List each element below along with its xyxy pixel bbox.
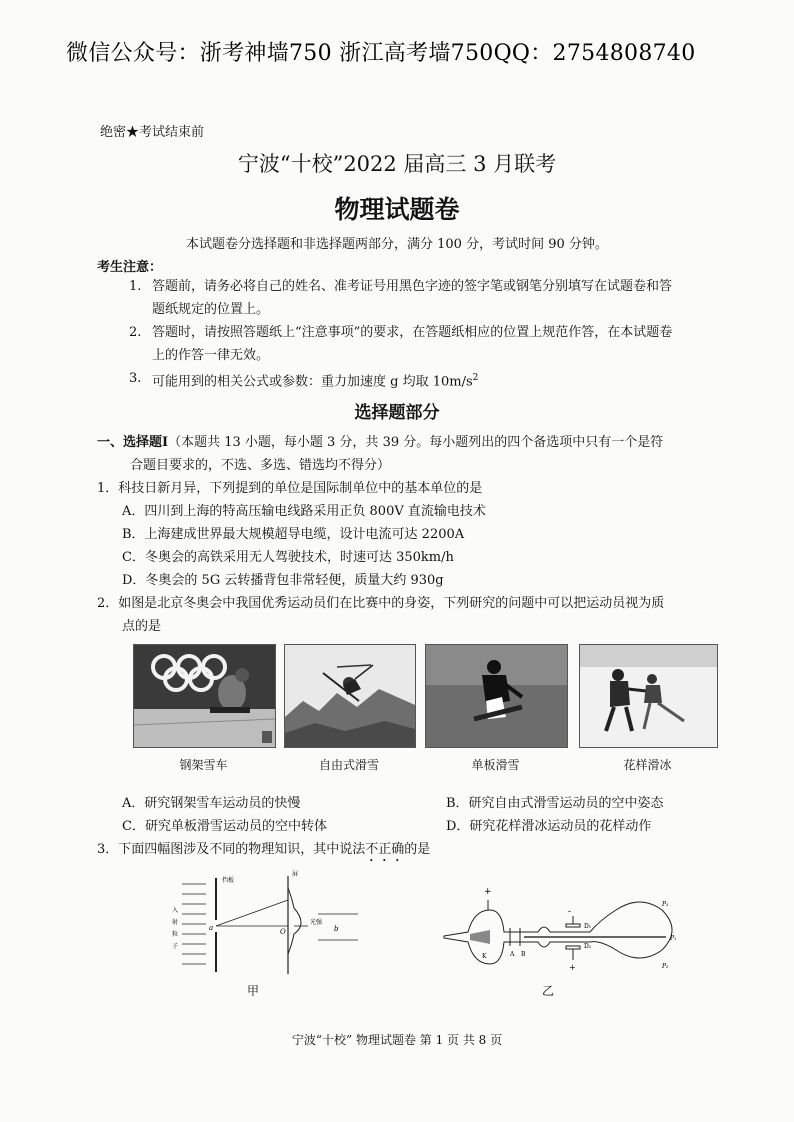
q3-stem: 3．下面四幅图涉及不同的物理知识，其中说法不正确的是	[97, 842, 431, 857]
notice-heading: 考生注意：	[97, 260, 163, 275]
notice-2-number: 2.	[129, 325, 142, 340]
q2-option-d: D．研究花样滑冰运动员的花样动作	[446, 819, 652, 834]
label-particle-1: 入	[172, 907, 179, 914]
label-a: a	[209, 924, 214, 932]
part1-desc-line-1: （本题共 13 小题，每小题 3 分，共 39 分。每小题列出的四个备选项中只有一个是符	[168, 435, 664, 450]
photo-figure-skating	[579, 644, 718, 748]
label-minus: -	[568, 907, 572, 917]
label-b: b	[334, 925, 339, 933]
exponent: 2	[472, 373, 479, 383]
q1-stem: 1．科技日新月异，下列提到的单位是国际制单位中的基本单位的是	[97, 481, 483, 496]
q2-stem-line-2: 点的是	[122, 619, 162, 634]
caption-freestyle-skiing: 自由式滑雪	[318, 758, 379, 772]
label-light-intensity: 光强	[310, 919, 323, 926]
label-D1: D₁	[584, 923, 592, 930]
q1-option-b: B．上海建成世界最大规模超导电缆，设计电流可达 2200A	[122, 527, 465, 542]
confidential-label: 绝密★考试结束前	[100, 125, 205, 140]
notice-1-number: 1.	[129, 279, 142, 294]
part1-label: 一、选择题Ⅰ	[97, 435, 169, 450]
q2-stem-line-1: 2．如图是北京冬奥会中我国优秀运动员们在比赛中的身姿，下列研究的问题中可以把运动员视为质	[97, 596, 665, 611]
q1-option-d: D．冬奥会的 5G 云转播背包非常轻便，质量大约 930g	[122, 573, 444, 588]
label-plate: 挡板	[222, 877, 235, 884]
intro-text: 本试题卷分选择题和非选择题两部分，满分 100 分，考试时间 90 分钟。	[186, 237, 608, 252]
caption-yi: 乙	[541, 984, 554, 998]
page-footer: 宁波“十校” 物理试题卷 第 1 页 共 8 页	[291, 1033, 503, 1047]
q2-option-a: A．研究钢架雪车运动员的快慢	[122, 796, 301, 811]
q2-option-b: B．研究自由式滑雪运动员的空中姿态	[446, 796, 664, 811]
label-P3: P₃	[662, 901, 669, 908]
part1-desc-line-2: 合题目要求的，不选、多选、错选均不得分）	[130, 458, 391, 473]
section-title: 选择题部分	[354, 403, 440, 423]
exam-title: 宁波“十校”2022 届高三 3 月联考	[237, 152, 557, 176]
notice-3-text: 可能用到的相关公式或参数：重力加速度 g 均取 $10m/s^2$	[152, 373, 479, 390]
figure-yi	[440, 880, 690, 980]
q3-emphasis: 不正确	[365, 842, 405, 857]
notice-2-line-2: 上的作答一律无效。	[152, 348, 270, 363]
label-screen: 屏	[292, 871, 299, 878]
subject-title: 物理试题卷	[334, 195, 460, 224]
label-B: B	[521, 951, 526, 958]
label-plus-top: +	[484, 887, 492, 897]
label-P2: P₂	[662, 963, 669, 970]
label-particle-4: 子	[172, 943, 179, 950]
caption-figure-skating: 花样滑冰	[623, 758, 672, 772]
watermark-banner: 微信公众号：浙考神墙750 浙江高考墙750QQ：2754808740	[66, 41, 696, 66]
notice-3-number: 3.	[129, 371, 142, 386]
label-A: A	[510, 951, 515, 958]
notice-1-line-2: 题纸规定的位置上。	[152, 302, 270, 317]
caption-snowboard: 单板滑雪	[471, 758, 520, 772]
part1-header	[97, 431, 663, 454]
photo-freestyle-skiing	[284, 644, 416, 748]
photo-skeleton	[133, 644, 276, 748]
notice-1-line-1: 答题前，请务必将自己的姓名、准考证号用黑色字迹的签字笔或钢笔分别填写在试题卷和答	[152, 279, 673, 294]
label-plus-bottom: +	[569, 963, 576, 972]
figure-jia	[168, 868, 378, 978]
photo-snowboard	[425, 644, 568, 748]
notice-2-line-1: 答题时，请按照答题纸上“注意事项”的要求，在答题纸相应的位置上规范作答，在本试题卷	[152, 325, 673, 340]
label-D2: D₂	[584, 943, 592, 950]
label-P1: P₁	[670, 935, 677, 942]
caption-skeleton: 钢架雪车	[179, 758, 228, 772]
label-particle-2: 射	[172, 919, 179, 926]
q1-option-c: C．冬奥会的高铁采用无人驾驶技术，时速可达 350km/h	[122, 550, 454, 565]
q1-option-a: A．四川到上海的特高压输电线路采用正负 800V 直流输电技术	[122, 504, 486, 519]
q2-option-c: C．研究单板滑雪运动员的空中转体	[122, 819, 327, 834]
label-particle-3: 粒	[172, 931, 179, 938]
label-O: O	[280, 928, 286, 936]
label-K: K	[482, 953, 487, 960]
caption-jia: 甲	[246, 984, 259, 998]
